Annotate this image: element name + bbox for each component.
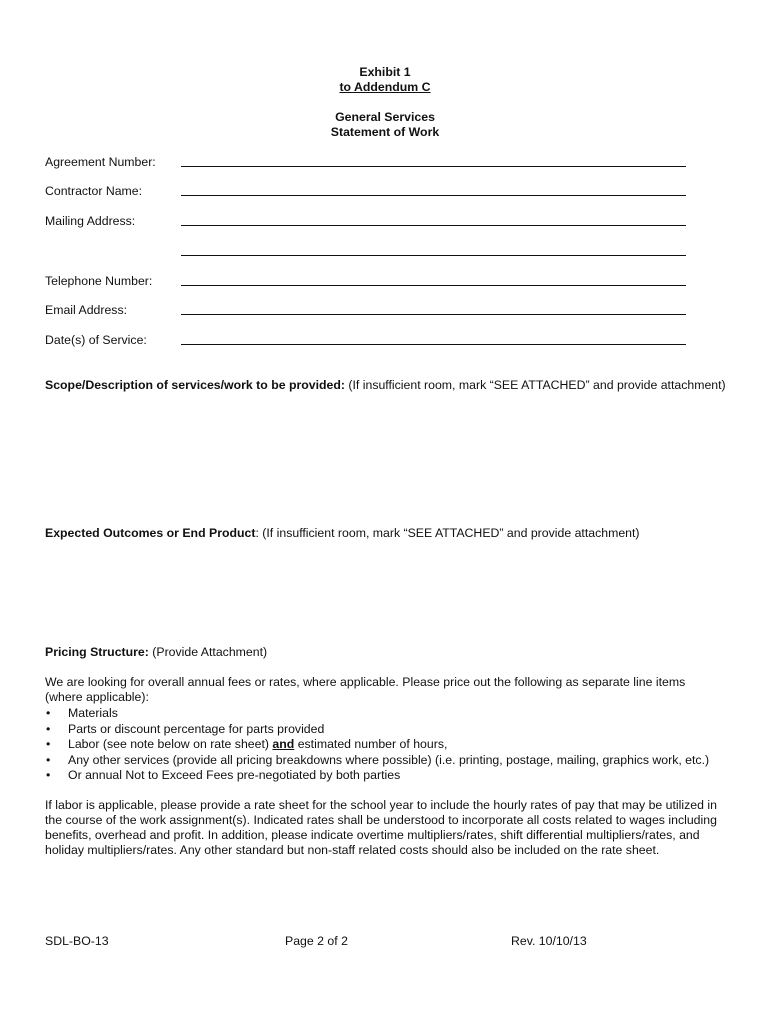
list-item-text: Materials [68, 706, 118, 720]
mailing-address-label: Mailing Address: [45, 214, 136, 228]
contractor-name-label: Contractor Name: [45, 184, 143, 198]
bullet-icon: • [46, 737, 51, 752]
dates-of-service-field[interactable] [181, 344, 686, 345]
outcomes-note: : (If insufficient room, mark “SEE ATTACHED” and provide attachment) [255, 526, 640, 540]
footer-revision: Rev. 10/10/13 [511, 934, 587, 948]
agreement-number-label: Agreement Number: [45, 155, 156, 169]
mailing-address-field[interactable] [181, 225, 686, 226]
form-row-mailing-address-2 [45, 244, 690, 260]
bullet-icon: • [46, 706, 51, 720]
list-item [45, 706, 745, 722]
bullet-icon: • [46, 768, 51, 783]
form-row-agreement-number [45, 155, 690, 171]
telephone-number-field[interactable] [181, 285, 686, 286]
labor-note: If labor is applicable, please provide a rate sheet for the school year to include the hourly rates of pay that may be utilized in the course of the work assignment(s). Indicated rates shall be understood to incorporate all costs related to wages including benefits, overhead and profit. In addition, please indicate overtime multipliers/rates, shift differential multipliers/rates, and holiday multipliers/rates. Any other standard but non-staff related costs should also be included on the rate sheet. [45, 798, 717, 857]
footer-page-number: Page 2 of 2 [285, 934, 348, 948]
exhibit-header [0, 65, 770, 95]
list-item [45, 722, 745, 738]
scope-note: (If insufficient room, mark “SEE ATTACHED” and provide attachment) [344, 378, 726, 392]
mailing-address-line-2-field[interactable] [181, 255, 686, 256]
pricing-heading: Pricing Structure: [45, 645, 149, 659]
bullet-icon: • [46, 752, 51, 767]
telephone-number-label: Telephone Number: [45, 274, 153, 288]
pricing-items-list [45, 706, 745, 784]
scope-section [45, 378, 735, 393]
document-title [0, 110, 770, 140]
outcomes-heading: Expected Outcomes or End Product [45, 526, 256, 540]
pricing-note: (Provide Attachment) [148, 645, 268, 659]
addendum-subtitle: to Addendum C [339, 80, 431, 94]
bullet-icon: • [46, 721, 51, 736]
list-item [45, 768, 745, 784]
title-line-2: Statement of Work [330, 125, 440, 139]
form-row-mailing-address [45, 214, 690, 230]
list-item-text-before: Labor (see note below on rate sheet) [68, 737, 273, 752]
dates-of-service-label: Date(s) of Service: [45, 333, 147, 347]
contractor-name-field[interactable] [181, 195, 686, 196]
form-row-telephone-number [45, 274, 690, 290]
agreement-number-field[interactable] [181, 166, 686, 167]
email-address-field[interactable] [181, 314, 686, 315]
form-row-dates-of-service [45, 333, 690, 349]
email-address-label: Email Address: [45, 303, 128, 317]
list-item-text: Parts or discount percentage for parts provided [68, 721, 325, 736]
list-item-text-after: estimated number of hours, [294, 737, 448, 752]
footer-form-code: SDL-BO-13 [45, 934, 109, 948]
scope-heading: Scope/Description of services/work to be provided: [45, 378, 345, 392]
list-item-emphasis: and [272, 737, 295, 752]
list-item-text: Any other services (provide all pricing breakdowns where possible) (i.e. printing, postage, mailing, graphics work, etc.) [68, 752, 710, 767]
list-item [45, 753, 745, 769]
pricing-intro: We are looking for overall annual fees or rates, where applicable. Please price out the following as separate line items (where applicable): [45, 675, 686, 704]
outcomes-section [45, 526, 735, 541]
form-row-contractor-name [45, 184, 690, 200]
exhibit-title: Exhibit 1 [359, 65, 411, 79]
list-item-text: Or annual Not to Exceed Fees pre-negotiated by both parties [68, 768, 401, 783]
pricing-section [45, 645, 735, 660]
title-line-1: General Services [335, 110, 435, 124]
form-row-email-address [45, 303, 690, 319]
list-item [45, 737, 745, 753]
